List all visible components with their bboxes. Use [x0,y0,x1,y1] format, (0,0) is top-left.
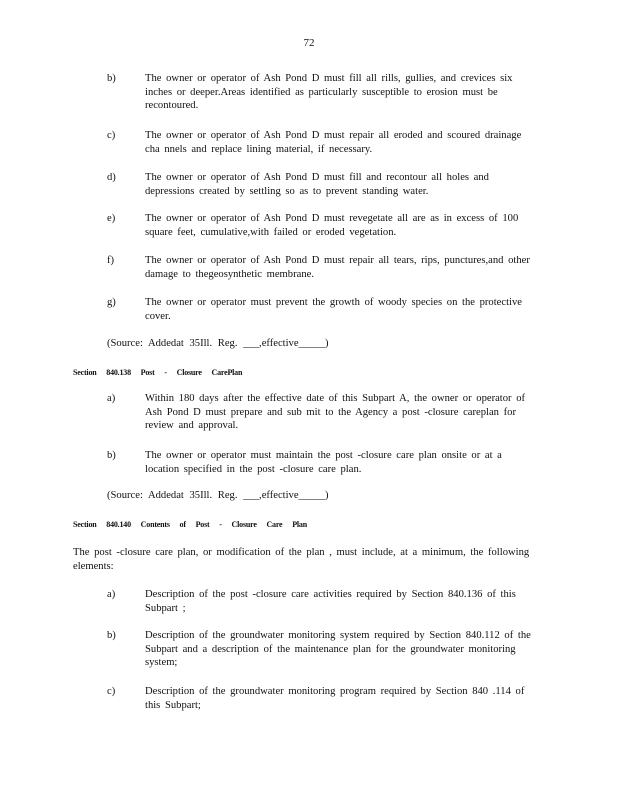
item-text: The owner or operator of Ash Pond D must revegetate all are as in excess of 100 square feet, cumulative,with failed or eroded vegetation. [145,213,519,238]
list-item [107,254,537,281]
item-label: b) [107,73,116,84]
item-label: f) [107,255,115,266]
item-text: The owner or operator of Ash Pond D must repair all eroded and scoured drainage cha nnels and replace lining material, if necessary. [145,130,522,155]
list-item [107,629,537,670]
item-text: The owner or operator of Ash Pond D must repair all tears, rips, punctures,and other damage to thegeosynthetic membrane. [145,255,530,280]
list-item [107,296,537,323]
list-item [107,392,537,433]
item-label: b) [107,630,116,641]
intro-paragraph: The post -closure care plan, or modification of the plan , must include, at a minimum, the following elements: [73,547,530,572]
item-text: Description of the groundwater monitoring system required by Section 840.112 of the Subpart and a description of the maintenance plan for the groundwater monitoring system; [145,630,531,669]
source-note: (Source: Addedat 35Ill. Reg. ___,effective_____) [107,490,329,501]
item-text: Description of the post -closure care activities required by Section 840.136 of this Subpart ; [145,589,516,614]
list-item [107,171,537,198]
item-label: g) [107,297,116,308]
item-label: c) [107,130,116,141]
item-text: The owner or operator must prevent the growth of woody species on the protective cover. [145,297,522,322]
list-item [107,212,537,239]
item-label: e) [107,213,116,224]
section-heading: Section 840.138 Post - Closure CarePlan [73,368,243,377]
item-label: a) [107,589,116,600]
source-note: (Source: Addedat 35Ill. Reg. ___,effective_____) [107,338,329,349]
list-item [107,129,537,156]
item-label: a) [107,393,116,404]
item-text: The owner or operator of Ash Pond D must fill all rills, gullies, and crevices six inches or deeper.Areas identified as particularly susceptible to erosion must be recontoured. [145,73,513,112]
item-label: d) [107,172,116,183]
item-text: The owner or operator of Ash Pond D must fill and recontour all holes and depressions created by settling so as to prevent standing water. [145,172,489,197]
list-item [107,449,537,476]
item-text: Within 180 days after the effective date of this Subpart A, the owner or operator of Ash Pond D must prepare and sub mit to the Agency a post -closure careplan for review and approval. [145,393,526,432]
item-label: c) [107,686,116,697]
list-item [107,685,537,712]
item-text: The owner or operator must maintain the post -closure care plan onsite or at a location specified in the post -closure care plan. [145,450,502,475]
page-number: 72 [303,37,315,49]
list-item [107,72,537,113]
section-heading: Section 840.140 Contents of Post - Closure Care Plan [73,520,307,529]
item-label: b) [107,450,116,461]
list-item [107,588,537,615]
item-text: Description of the groundwater monitoring program required by Section 840 .114 of this Subpart; [145,686,525,711]
